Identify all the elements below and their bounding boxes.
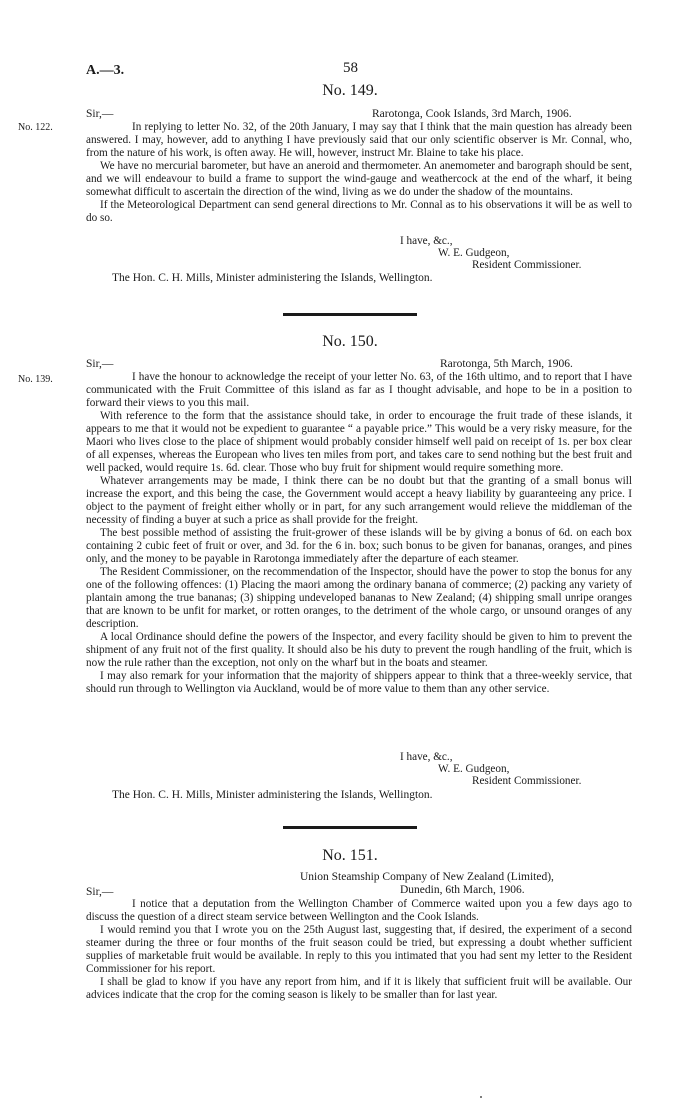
signatory-title: Resident Commissioner. bbox=[472, 259, 582, 271]
addressee: The Hon. C. H. Mills, Minister administering the Islands, Wellington. bbox=[112, 789, 433, 801]
paragraph: I shall be glad to know if you have any report from him, and if it is likely that sufficient fruit will be available. Our advices indicate that the crop for the coming season is likely to be smaller than for last year. bbox=[86, 976, 632, 1001]
signatory: W. E. Gudgeon, bbox=[438, 763, 510, 775]
side-reference: No. 139. bbox=[18, 374, 53, 385]
salutation: Sir,— bbox=[86, 358, 114, 370]
closing: I have, &c., bbox=[400, 235, 453, 247]
paragraph: Whatever arrangements may be made, I think there can be no doubt but that the granting of a small bonus will increase the export, and this being the case, the Government would accept a heavy liability by guaranteeing any price. I object to the payment of freight either wholly or in part, for any such arrangement would relieve the middleman of the necessity of finding a buyer at such a price as shall provide for the freight. bbox=[86, 475, 632, 526]
paragraph: A local Ordinance should define the powers of the Inspector, and every facility should be given to him to prevent the shipment of any fruit not of the first quality. It should also be his duty to prevent the rough handling of the fruit, which is now the rule rather than the exception, not only on the wharf but in the boats and steamer. bbox=[86, 631, 632, 669]
letter-body bbox=[86, 371, 632, 696]
salutation: Sir,— bbox=[86, 108, 114, 120]
section-divider bbox=[283, 313, 417, 316]
letter-title: No. 149. bbox=[322, 82, 378, 99]
dateline: Dunedin, 6th March, 1906. bbox=[400, 884, 525, 896]
sender: Union Steamship Company of New Zealand (Limited), bbox=[300, 871, 554, 883]
closing: I have, &c., bbox=[400, 751, 453, 763]
paragraph: We have no mercurial barometer, but have an aneroid and thermometer. An anemometer and barograph should be sent, and we will endeavour to build a frame to support the wind-gauge and weathercock at the end of the wharf, it being somewhat difficult to ascertain the direction of the wind, living as we do under the shadow of the mountains. bbox=[86, 160, 632, 198]
signatory: W. E. Gudgeon, bbox=[438, 247, 510, 259]
letter-title: No. 151. bbox=[322, 847, 378, 864]
page-reference: A.—3. bbox=[86, 63, 125, 78]
dateline: Rarotonga, Cook Islands, 3rd March, 1906. bbox=[372, 108, 572, 120]
paragraph: I notice that a deputation from the Wellington Chamber of Commerce waited upon you a few days ago to discuss the question of a direct steam service between Wellington and the Cook Islands. bbox=[86, 898, 632, 923]
paragraph: In replying to letter No. 32, of the 20th January, I may say that I think that the main question has already been answered. I may, however, add to anything I have previously said that our only scientific observer is Mr. Connal, who, from the nature of his work, is often away. He will, however, instruct Mr. Blaine to take his place. bbox=[86, 121, 632, 159]
paragraph: I would remind you that I wrote you on the 25th August last, suggesting that, if desired, the experiment of a second steamer during the three or four months of the fruit season could be tried, but expressing a doubt whether sufficient supplies of marketable fruit would be available. In reply to this you intimated that you had sent my letter to the Resident Commissioner for his report. bbox=[86, 924, 632, 975]
paper-speck bbox=[480, 1096, 482, 1098]
paragraph: I may also remark for your information that the majority of shippers appear to think that a three-weekly service, that should run through to Wellington via Auckland, would be of more value to them than any other service. bbox=[86, 670, 632, 695]
salutation: Sir,— bbox=[86, 886, 114, 898]
letter-title: No. 150. bbox=[322, 333, 378, 350]
signatory-title: Resident Commissioner. bbox=[472, 775, 582, 787]
paragraph: I have the honour to acknowledge the receipt of your letter No. 63, of the 16th ultimo, and to report that I have communicated with the Fruit Committee of this island as far as I thought advisable, and hope to be in a position to forward their views to you this mail. bbox=[86, 371, 632, 409]
side-reference: No. 122. bbox=[18, 122, 53, 133]
paragraph: With reference to the form that the assistance should take, in order to encourage the fruit trade of these islands, it appears to me that it would not be expedient to guarantee “ a payable price.” This would be a very risky measure, for the Maori who lives close to the place of shipment would probably consider himself well paid on receipt of 1s. per box clear of all expenses, whereas the European who lives ten miles from port, and takes care to send nothing but the best fruit and well packed, would require 1s. 6d. clear. Those who buy fruit for shipment would require something more. bbox=[86, 410, 632, 474]
page-number: 58 bbox=[343, 60, 358, 76]
paragraph: If the Meteorological Department can send general directions to Mr. Connal as to his observations it will be as well to do so. bbox=[86, 199, 632, 224]
letter-body bbox=[86, 121, 632, 225]
paragraph: The best possible method of assisting the fruit-grower of these islands will be by giving a bonus of 6d. on each box containing 2 cubic feet of fruit or over, and 3d. for the 6 in. box; such bonus to be given for bananas, oranges, and pines only, and the money to be payable in Rarotonga immediately after the departure of each steamer. bbox=[86, 527, 632, 565]
paragraph: The Resident Commissioner, on the recommendation of the Inspector, should have the power to stop the bonus for any one of the following offences: (1) Placing the maori among the ordinary banana of commerce; (2) packing any variety of plantain among the true bananas; (3) shipping undeveloped bananas to New Zealand; (4) shipping small unripe oranges that are known to be unfit for market, or rotten oranges, to the detriment of the whole cargo, or unsound oranges of any description. bbox=[86, 566, 632, 630]
dateline: Rarotonga, 5th March, 1906. bbox=[440, 358, 573, 370]
addressee: The Hon. C. H. Mills, Minister administering the Islands, Wellington. bbox=[112, 272, 433, 284]
letter-body bbox=[86, 898, 632, 1002]
section-divider bbox=[283, 826, 417, 829]
